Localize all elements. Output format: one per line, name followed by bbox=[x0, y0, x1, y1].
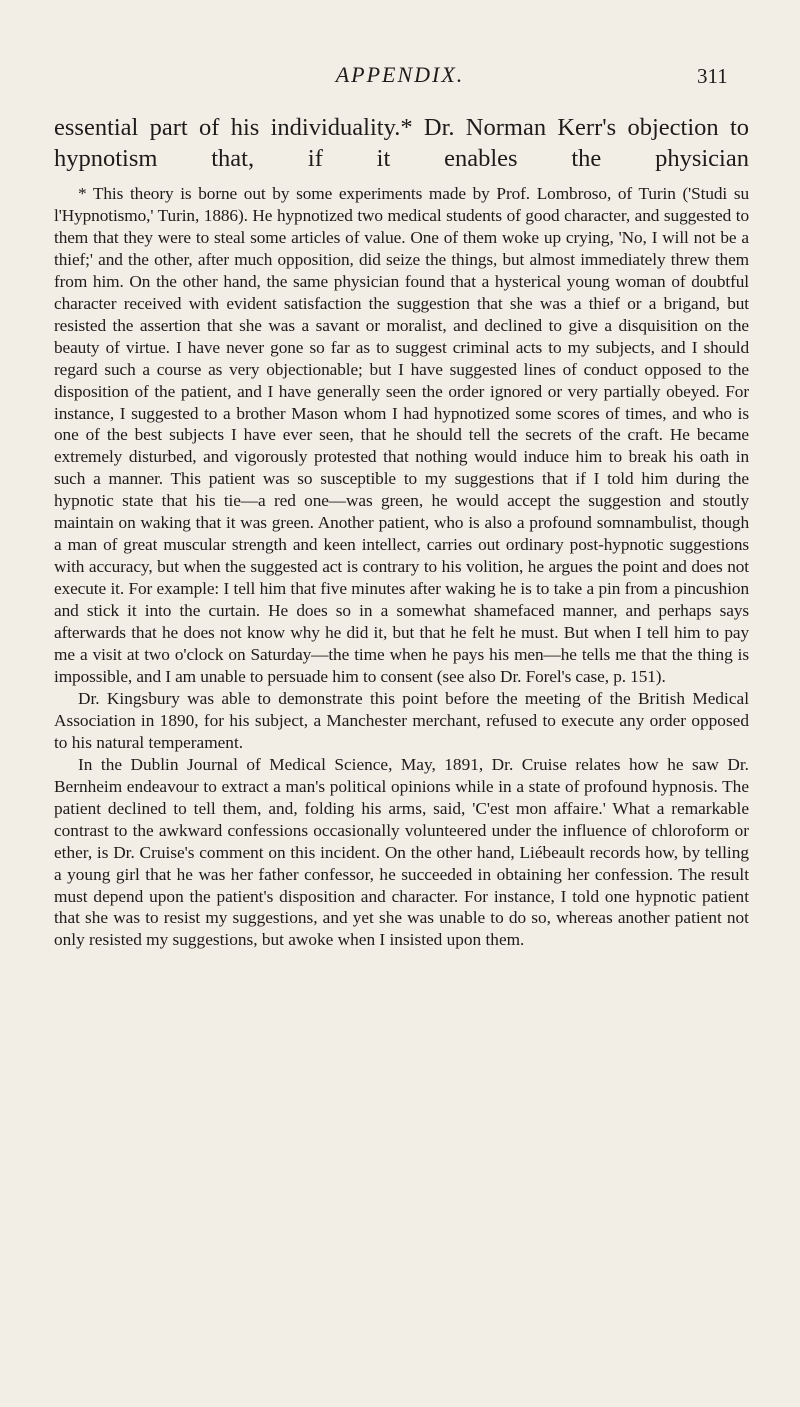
footnote-paragraph-1: * This theory is borne out by some experiments made by Prof. Lombroso, of Turin ('Studi su l'Hypnotismo,' Turin, 1886). He hypnotized two medical students of good character, and suggested to them that they were to steal some articles of value. One of them woke up crying, 'No, I will not be a thief;' and the other, after much opposition, did seize the things, but almost immediately threw them from him. On the other hand, the same physician found that a hysterical young woman of doubtful character received with evident satisfaction the suggestion that she was a thief or a brigand, but resisted the assertion that she was a savant or moralist, and declined to give a disquisition on the beauty of virtue. I have never gone so far as to suggest criminal acts to my subjects, and I should regard such a course as very objectionable; but I have suggested lines of conduct opposed to the disposition of the patient, and I have generally seen the order ignored or very partially obeyed. For instance, I suggested to a brother Mason whom I had hypnotized some scores of times, and who is one of the best subjects I have ever seen, that he should tell the secrets of the craft. He became extremely disturbed, and vigorously protested that nothing would induce him to break his oath in such a manner. This patient was so susceptible to my suggestions that if I told him during the hypnotic state that his tie—a red one—was green, he would accept the suggestion and stoutly maintain on waking that it was green. Another patient, who is also a profound somnambulist, though a man of great muscular strength and keen intellect, carries out ordinary post-hypnotic suggestions with accuracy, but when the suggested act is contrary to his volition, he argues the point and does not execute it. For example: I tell him that five minutes after waking he is to take a pin from a pincushion and stick it into the curtain. He does so in a somewhat shamefaced manner, and perhaps says afterwards that he does not know why he did it, but that he felt he must. But when I tell him to pay me a visit at two o'clock on Saturday—the time when he pays his men—he tells me that the thing is impossible, and I am unable to persuade him to consent (see also Dr. Forel's case, p. 151). bbox=[54, 184, 749, 686]
footnote bbox=[54, 183, 749, 951]
footnote-paragraph-3: In the Dublin Journal of Medical Science, May, 1891, Dr. Cruise relates how he saw Dr. Bernheim endeavour to extract a man's political opinions while in a state of profound hypnosis. The patient declined to tell them, and, folding his arms, said, 'C'est mon affaire.' What a remarkable contrast to the awkward confessions occasionally volunteered under the influence of chloroform or ether, is Dr. Cruise's comment on this incident. On the other hand, Liébeault records how, by telling a young girl that he was her father confessor, he succeeded in obtaining her confession. The result must depend upon the patient's disposition and character. For instance, I told one hypnotic patient that she was to resist my suggestions, and yet she was unable to do so, whereas another patient not only resisted my suggestions, but awoke when I insisted upon them. bbox=[54, 754, 749, 950]
running-head: APPENDIX. bbox=[335, 62, 465, 87]
page-number: 311 bbox=[697, 64, 728, 88]
main-text: essential part of his individuality.* Dr. Norman Kerr's objection to hypnotism that, if it enables the physician bbox=[54, 114, 749, 172]
footnote-paragraph-2: Dr. Kingsbury was able to demonstrate this point before the meeting of the British Medical Association in 1890, for his subject, a Manchester merchant, refused to execute any order opposed to his natural temperament. bbox=[54, 688, 749, 752]
